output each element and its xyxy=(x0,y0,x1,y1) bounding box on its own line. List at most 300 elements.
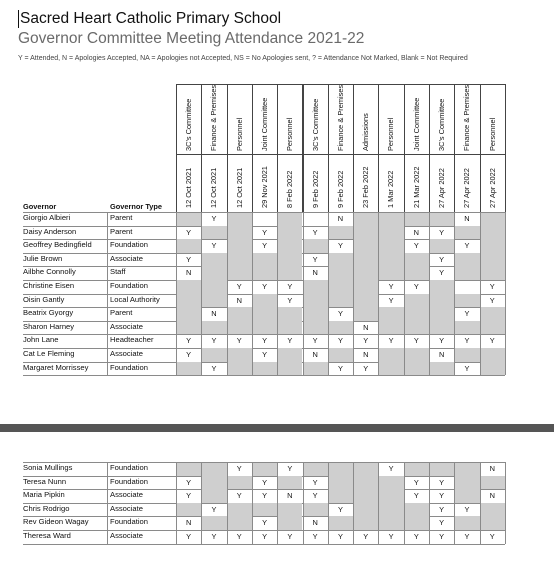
attendance-cell xyxy=(201,348,226,362)
attendance-cell: Y xyxy=(186,350,192,359)
attendance-cell xyxy=(176,280,201,294)
attendance-cell: Y xyxy=(211,532,217,541)
attendance-cell xyxy=(176,462,201,476)
attendance-cell xyxy=(480,503,505,517)
attendance-cell xyxy=(454,516,479,530)
attendance-cell: Y xyxy=(211,504,217,514)
attendance-cell: Y xyxy=(186,336,192,346)
attendance-cell xyxy=(429,294,454,308)
attendance-cell: Y xyxy=(337,241,343,251)
attendance-cell: Y xyxy=(262,241,267,251)
attendance-cell xyxy=(201,476,226,490)
attendance-cell xyxy=(480,253,505,267)
attendance-cell xyxy=(404,294,429,308)
attendance-cell: Y xyxy=(413,241,419,251)
attendance-cell xyxy=(277,253,302,267)
attendance-cell xyxy=(429,212,454,226)
attendance-cell xyxy=(480,362,505,376)
attendance-cell xyxy=(277,348,302,362)
attendance-cell xyxy=(378,516,403,530)
attendance-cell xyxy=(378,503,403,517)
row-divider xyxy=(23,375,505,376)
attendance-cell xyxy=(252,321,277,335)
attendance-cell xyxy=(227,516,252,530)
attendance-cell xyxy=(277,266,302,280)
attendance-cell: Y xyxy=(464,532,470,541)
attendance-cell: Y xyxy=(489,336,495,346)
committee-name: Joint Committee xyxy=(259,97,269,151)
attendance-cell xyxy=(328,348,353,362)
attendance-cell: N xyxy=(489,464,495,473)
attendance-cell: Y xyxy=(464,336,470,346)
attendance-cell xyxy=(201,516,226,530)
attendance-cell xyxy=(378,226,403,240)
attendance-cell xyxy=(252,307,277,321)
attendance-cell: Y xyxy=(439,477,445,487)
governor-name: Theresa Ward xyxy=(23,531,71,540)
attendance-cell xyxy=(480,476,505,490)
attendance-cell xyxy=(227,307,252,321)
column-divider xyxy=(328,462,329,544)
column-divider xyxy=(176,462,177,544)
meeting-date: 12 Oct 2021 xyxy=(234,167,244,208)
attendance-cell xyxy=(454,280,479,294)
attendance-cell: Y xyxy=(489,282,495,291)
committee-name: Personnel xyxy=(285,117,295,151)
attendance-cell: Y xyxy=(186,254,192,264)
attendance-cell: N xyxy=(312,518,318,528)
attendance-cell xyxy=(277,476,302,490)
attendance-cell xyxy=(404,462,429,476)
attendance-cell: Y xyxy=(287,336,293,346)
attendance-cell: Y xyxy=(236,464,242,473)
attendance-cell xyxy=(176,212,201,226)
attendance-cell: Y xyxy=(262,336,267,346)
attendance-cell: Y xyxy=(211,363,217,373)
governor-name: Daisy Anderson xyxy=(23,226,77,236)
attendance-cell xyxy=(328,253,353,267)
attendance-cell: Y xyxy=(413,532,419,541)
meeting-date: 1 Mar 2022 xyxy=(386,170,396,208)
attendance-cell xyxy=(480,516,505,530)
attendance-cell: Y xyxy=(287,464,293,473)
governor-name: Ailbhe Connolly xyxy=(23,267,76,277)
attendance-cell xyxy=(277,362,302,376)
attendance-cell: Y xyxy=(337,309,343,319)
attendance-cell: Y xyxy=(363,336,369,346)
attendance-cell xyxy=(277,321,302,335)
column-divider xyxy=(227,462,228,544)
attendance-cell xyxy=(480,239,505,253)
meeting-date: 27 Apr 2022 xyxy=(487,168,497,208)
governor-column-header: Governor xyxy=(23,202,57,211)
attendance-cell xyxy=(227,253,252,267)
committee-name: 3C's Committee xyxy=(437,98,446,151)
attendance-cell: Y xyxy=(413,477,419,487)
attendance-cell: Y xyxy=(312,477,318,487)
attendance-cell xyxy=(353,489,378,503)
attendance-cell xyxy=(404,266,429,280)
attendance-cell: Y xyxy=(312,336,318,346)
table-top-border xyxy=(23,462,505,463)
attendance-cell xyxy=(480,307,505,321)
attendance-cell xyxy=(404,307,429,321)
attendance-cell: Y xyxy=(413,282,419,291)
column-divider xyxy=(353,212,354,375)
governor-type-column-header: Governor Type xyxy=(110,202,163,211)
attendance-cell: Y xyxy=(464,504,470,514)
attendance-cell xyxy=(378,212,403,226)
attendance-cell xyxy=(404,253,429,267)
attendance-cell xyxy=(454,266,479,280)
governor-name: Chris Rodrigo xyxy=(23,503,70,513)
page-break xyxy=(0,424,554,432)
attendance-cell xyxy=(201,489,226,503)
attendance-cell: Y xyxy=(211,214,217,223)
governor-type: Local Authority xyxy=(110,294,160,304)
governor-name: Beatrix Gyorgy xyxy=(23,308,74,318)
attendance-cell xyxy=(252,266,277,280)
attendance-cell: Y xyxy=(337,336,343,346)
attendance-cell: Y xyxy=(464,363,470,373)
attendance-cell: Y xyxy=(287,295,293,305)
attendance-cell xyxy=(328,476,353,490)
attendance-cell xyxy=(378,489,403,503)
governor-type: Staff xyxy=(110,267,126,277)
committee-name: Personnel xyxy=(234,117,244,151)
committee-name: Admissions xyxy=(361,113,371,151)
attendance-cell xyxy=(404,212,429,226)
governor-name: Oisin Gantly xyxy=(23,294,65,304)
attendance-cell: Y xyxy=(211,336,217,346)
attendance-cell xyxy=(176,307,201,321)
attendance-cell: N xyxy=(185,518,192,528)
governor-name: Giorgio Albieri xyxy=(23,213,71,222)
attendance-cell xyxy=(353,226,378,240)
attendance-cell xyxy=(353,516,378,530)
attendance-cell: Y xyxy=(337,363,343,373)
attendance-cell xyxy=(277,212,302,226)
column-divider xyxy=(201,462,202,544)
attendance-cell xyxy=(176,503,201,517)
attendance-cell xyxy=(353,266,378,280)
governor-name: John Lane xyxy=(23,335,59,345)
attendance-cell xyxy=(378,362,403,376)
attendance-cell xyxy=(303,362,328,376)
column-divider xyxy=(277,462,278,544)
governor-name: Teresa Nunn xyxy=(23,476,67,486)
column-divider xyxy=(176,212,177,375)
attendance-cell xyxy=(429,280,454,294)
attendance-cell xyxy=(328,226,353,240)
attendance-cell xyxy=(227,362,252,376)
committee-name: Joint Committee xyxy=(411,97,421,151)
attendance-cell: N xyxy=(489,491,495,501)
attendance-cell xyxy=(176,321,201,335)
attendance-cell: Y xyxy=(262,350,267,359)
column-divider xyxy=(227,212,228,375)
attendance-cell xyxy=(227,266,252,280)
attendance-cell: Y xyxy=(236,532,242,541)
governor-name: Sharon Harney xyxy=(23,321,75,331)
attendance-cell xyxy=(303,307,328,321)
attendance-cell: Y xyxy=(337,532,343,541)
attendance-cell: Y xyxy=(439,254,445,264)
attendance-cell xyxy=(454,489,479,503)
attendance-cell: Y xyxy=(236,336,242,346)
meeting-date: 9 Feb 2022 xyxy=(335,170,345,208)
attendance-cell xyxy=(303,239,328,253)
column-divider xyxy=(404,462,405,544)
attendance-cell xyxy=(252,253,277,267)
attendance-cell: Y xyxy=(388,532,394,541)
attendance-cell xyxy=(404,362,429,376)
attendance-cell xyxy=(227,239,252,253)
attendance-cell xyxy=(429,239,454,253)
attendance-cell xyxy=(277,307,302,321)
governor-type: Parent xyxy=(110,308,133,318)
attendance-cell xyxy=(176,239,201,253)
attendance-cell xyxy=(201,226,226,240)
governor-type: Foundation xyxy=(110,463,148,472)
attendance-cell xyxy=(252,212,277,226)
attendance-cell xyxy=(303,212,328,226)
column-divider xyxy=(454,212,455,375)
attendance-cell: N xyxy=(211,309,217,319)
attendance-cell xyxy=(404,348,429,362)
attendance-cell xyxy=(378,307,403,321)
attendance-cell: N xyxy=(337,214,344,223)
attendance-cell xyxy=(303,503,328,517)
committee-name: Finance & Premises xyxy=(209,84,219,151)
attendance-cell xyxy=(201,294,226,308)
governor-type: Parent xyxy=(110,213,133,222)
attendance-cell xyxy=(429,462,454,476)
attendance-cell: Y xyxy=(262,491,267,501)
attendance-cell xyxy=(277,239,302,253)
column-divider xyxy=(429,462,430,544)
attendance-cell: N xyxy=(312,268,318,278)
governor-type: Foundation xyxy=(110,281,148,290)
committee-name: 3C's Committee xyxy=(310,98,320,151)
attendance-cell: Y xyxy=(211,241,217,251)
attendance-cell: N xyxy=(413,227,419,237)
attendance-cell: Y xyxy=(186,532,192,541)
column-divider xyxy=(303,462,304,544)
attendance-cell: N xyxy=(312,350,318,359)
column-divider xyxy=(378,462,379,544)
attendance-cell: Y xyxy=(464,309,470,319)
column-divider xyxy=(454,462,455,544)
column-divider xyxy=(201,212,202,375)
attendance-cell xyxy=(454,226,479,240)
attendance-cell xyxy=(353,294,378,308)
attendance-cell xyxy=(227,321,252,335)
attendance-cell xyxy=(201,253,226,267)
governor-type: Foundation xyxy=(110,362,148,372)
attendance-cell xyxy=(353,476,378,490)
attendance-cell: Y xyxy=(413,336,419,346)
governor-type: Foundation xyxy=(110,517,148,527)
column-divider xyxy=(505,212,506,375)
attendance-cell xyxy=(227,476,252,490)
meeting-date: 29 Nov 2021 xyxy=(259,166,269,208)
attendance-cell: N xyxy=(363,350,369,359)
attendance-cell xyxy=(404,516,429,530)
attendance-cell xyxy=(353,253,378,267)
attendance-cell xyxy=(454,476,479,490)
attendance-cell xyxy=(429,321,454,335)
governor-type: Associate xyxy=(110,490,143,500)
attendance-cell: Y xyxy=(489,295,495,305)
attendance-cell: Y xyxy=(262,282,267,291)
meeting-date: 12 Oct 2021 xyxy=(184,167,193,208)
attendance-cell xyxy=(454,294,479,308)
row-divider xyxy=(23,544,505,545)
column-divider xyxy=(480,212,481,375)
attendance-cell xyxy=(252,462,277,476)
attendance-cell: Y xyxy=(363,363,369,373)
attendance-cell xyxy=(176,362,201,376)
attendance-cell xyxy=(480,321,505,335)
attendance-cell xyxy=(378,253,403,267)
document-title: Sacred Heart Catholic Primary School xyxy=(20,10,282,27)
attendance-cell xyxy=(277,503,302,517)
attendance-cell: Y xyxy=(236,491,242,501)
table-top-border xyxy=(23,212,505,213)
column-divider xyxy=(404,212,405,375)
attendance-cell xyxy=(328,516,353,530)
committee-name: Personnel xyxy=(487,117,497,151)
committee-name: 3C's Committee xyxy=(184,98,193,151)
attendance-cell xyxy=(303,294,328,308)
attendance-cell xyxy=(353,462,378,476)
attendance-cell: Y xyxy=(439,504,445,514)
attendance-cell: Y xyxy=(186,227,192,237)
attendance-cell xyxy=(252,362,277,376)
governor-type: Foundation xyxy=(110,240,148,250)
attendance-cell: Y xyxy=(262,227,267,237)
attendance-cell xyxy=(480,212,505,226)
meeting-date: 9 Feb 2022 xyxy=(310,170,320,208)
attendance-cell: Y xyxy=(439,336,445,346)
attendance-cell xyxy=(277,226,302,240)
attendance-cell: Y xyxy=(337,504,343,514)
attendance-cell: Y xyxy=(312,491,318,501)
attendance-cell: N xyxy=(236,295,242,305)
attendance-cell: N xyxy=(464,214,470,223)
attendance-cell: Y xyxy=(262,477,267,487)
attendance-cell xyxy=(252,503,277,517)
attendance-cell xyxy=(454,253,479,267)
attendance-cell xyxy=(353,212,378,226)
column-divider xyxy=(505,462,506,544)
attendance-cell xyxy=(328,321,353,335)
column-divider xyxy=(252,462,253,544)
attendance-cell: Y xyxy=(439,268,445,278)
attendance-cell xyxy=(201,321,226,335)
attendance-cell xyxy=(454,321,479,335)
attendance-cell: N xyxy=(185,268,192,278)
attendance-cell: Y xyxy=(439,491,445,501)
governor-name: Cat Le Fleming xyxy=(23,349,75,358)
column-divider xyxy=(107,462,108,544)
attendance-cell: Y xyxy=(388,282,394,291)
governor-name: Margaret Morrissey xyxy=(23,362,89,372)
attendance-cell xyxy=(454,462,479,476)
attendance-cell: Y xyxy=(287,282,293,291)
column-divider xyxy=(303,212,304,375)
committee-name: Personnel xyxy=(386,117,396,151)
attendance-cell xyxy=(429,362,454,376)
attendance-cell xyxy=(378,239,403,253)
column-divider xyxy=(252,212,253,375)
governor-type: Associate xyxy=(110,253,143,263)
governor-name: Maria Pipkin xyxy=(23,490,65,500)
attendance-cell: Y xyxy=(439,532,445,541)
attendance-cell: Y xyxy=(413,491,419,501)
attendance-cell: N xyxy=(363,322,369,332)
attendance-cell xyxy=(328,489,353,503)
attendance-cell: Y xyxy=(464,241,470,251)
column-divider xyxy=(429,212,430,375)
attendance-cell: Y xyxy=(388,336,394,346)
attendance-cell xyxy=(252,294,277,308)
attendance-cell: Y xyxy=(312,532,318,541)
attendance-legend: Y = Attended, N = Apologies Accepted, NA = Apologies not Accepted, NS = No Apologies sent, ? = Attendance Not Marked, Blank = Not Required xyxy=(18,55,468,62)
attendance-cell xyxy=(227,212,252,226)
attendance-cell xyxy=(277,516,302,530)
governor-name: Geoffrey Bedingfield xyxy=(23,240,92,250)
attendance-cell: N xyxy=(287,491,293,501)
meeting-date: 23 Feb 2022 xyxy=(361,166,371,208)
column-divider xyxy=(353,462,354,544)
attendance-cell xyxy=(227,503,252,517)
meeting-date: 27 Apr 2022 xyxy=(437,168,446,208)
attendance-cell xyxy=(404,503,429,517)
governor-type: Associate xyxy=(110,531,143,540)
attendance-cell: Y xyxy=(439,518,445,528)
attendance-cell: Y xyxy=(388,464,394,473)
committee-name: Finance & Premises xyxy=(335,84,345,151)
column-divider xyxy=(328,212,329,375)
attendance-cell xyxy=(328,294,353,308)
attendance-cell xyxy=(353,239,378,253)
attendance-cell xyxy=(454,348,479,362)
attendance-cell: Y xyxy=(363,532,369,541)
attendance-cell xyxy=(227,348,252,362)
attendance-cell: Y xyxy=(312,227,318,237)
governor-type: Associate xyxy=(110,349,143,358)
attendance-cell xyxy=(176,294,201,308)
column-divider xyxy=(378,212,379,375)
attendance-cell: Y xyxy=(287,532,293,541)
column-divider xyxy=(107,212,108,375)
attendance-cell xyxy=(201,462,226,476)
attendance-cell: Y xyxy=(186,491,192,501)
attendance-cell xyxy=(328,280,353,294)
attendance-cell: Y xyxy=(312,254,318,264)
governor-name: Sonia Mullings xyxy=(23,463,73,472)
attendance-cell xyxy=(480,348,505,362)
governor-type: Parent xyxy=(110,226,133,236)
meeting-date: 8 Feb 2022 xyxy=(285,170,295,208)
governor-type: Associate xyxy=(110,321,143,331)
attendance-cell xyxy=(328,462,353,476)
attendance-cell xyxy=(378,321,403,335)
attendance-cell: Y xyxy=(439,227,445,237)
governor-type: Foundation xyxy=(110,476,148,486)
